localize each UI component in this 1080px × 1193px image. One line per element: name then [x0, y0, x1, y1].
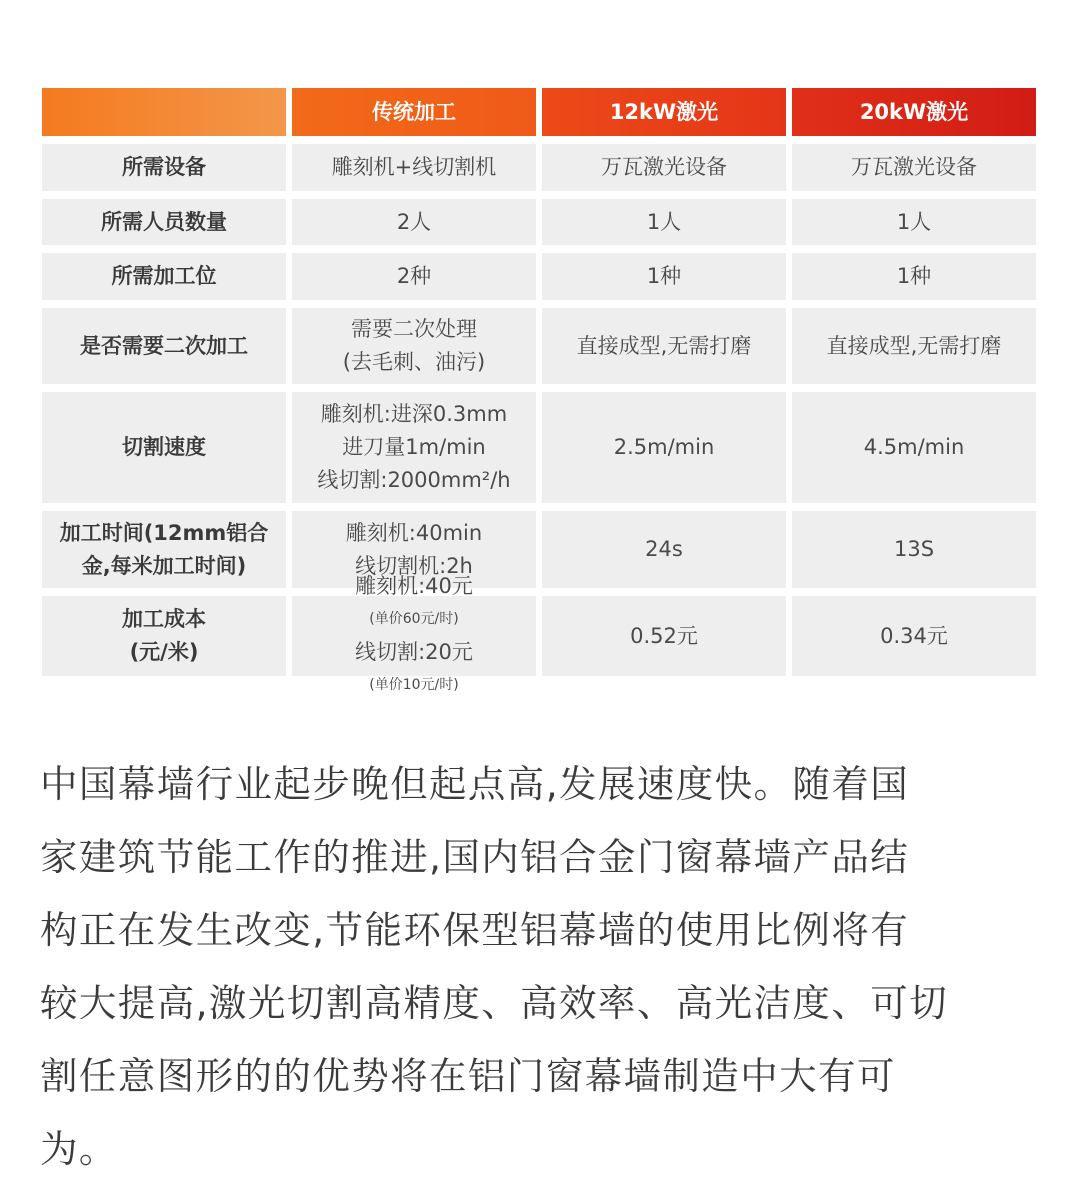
paragraph-line: 割任意图形的的优势将在铝门窗幕墙制造中大有可: [40, 1054, 896, 1098]
table-cell: 13S: [792, 511, 1036, 588]
cost-line: 雕刻机:40元: [355, 574, 473, 598]
table-cell: 直接成型,无需打磨: [792, 308, 1036, 384]
table-cell: 雕刻机:进深0.3mm 进刀量1m/min 线切割:2000mm²/h: [292, 392, 536, 503]
table-cell: 0.52元: [542, 596, 786, 676]
table-cell: 万瓦激光设备: [792, 144, 1036, 191]
row-label: 所需加工位: [42, 253, 286, 300]
row-label: 是否需要二次加工: [42, 308, 286, 384]
table-cell: 24s: [542, 511, 786, 588]
table-cell: 0.34元: [792, 596, 1036, 676]
unit-price-note: (单价10元/时): [369, 677, 459, 693]
row-label: 切割速度: [42, 392, 286, 503]
body-paragraph: [40, 748, 1045, 1186]
table-cell: 雕刻机+线切割机: [292, 144, 536, 191]
cost-line: 线切割:20元: [355, 640, 473, 664]
table-cell: 万瓦激光设备: [542, 144, 786, 191]
table-cell: 1种: [542, 253, 786, 300]
table-cell: 雕刻机:40min 线切割机:2h: [292, 511, 536, 588]
table-cell: 2.5m/min: [542, 392, 786, 503]
table-cell: 需要二次处理 (去毛刺、油污): [292, 308, 536, 384]
table-cell: 1种: [792, 253, 1036, 300]
unit-price-note: (单价60元/时): [369, 611, 459, 627]
paragraph-line: 较大提高,激光切割高精度、高效率、高光洁度、可切: [40, 981, 949, 1025]
paragraph-line: 为。: [40, 1127, 118, 1171]
table-header-traditional: 传统加工: [292, 88, 536, 136]
table-header-12kw: 12kW激光: [542, 88, 786, 136]
table-cell: 2人: [292, 199, 536, 245]
paragraph-line: 中国幕墙行业起步晚但起点高,发展速度快。随着国: [40, 762, 910, 806]
row-label: 所需人员数量: [42, 199, 286, 245]
table-cell: 4.5m/min: [792, 392, 1036, 503]
table-cell: 1人: [792, 199, 1036, 245]
table-header-20kw: 20kW激光: [792, 88, 1036, 136]
paragraph-line: 家建筑节能工作的推进,国内铝合金门窗幕墙产品结: [40, 835, 910, 879]
table-cell: 2种: [292, 253, 536, 300]
row-label: 加工时间(12mm铝合 金,每米加工时间): [42, 511, 286, 588]
table-cell: 1人: [542, 199, 786, 245]
paragraph-line: 构正在发生改变,节能环保型铝幕墙的使用比例将有: [40, 908, 910, 952]
table-cell: [292, 574, 536, 693]
table-cell: 直接成型,无需打磨: [542, 308, 786, 384]
row-label: 加工成本 (元/米): [42, 596, 286, 676]
row-label: 所需设备: [42, 144, 286, 191]
comparison-table: [42, 88, 1038, 693]
table-header-empty: [42, 88, 286, 136]
